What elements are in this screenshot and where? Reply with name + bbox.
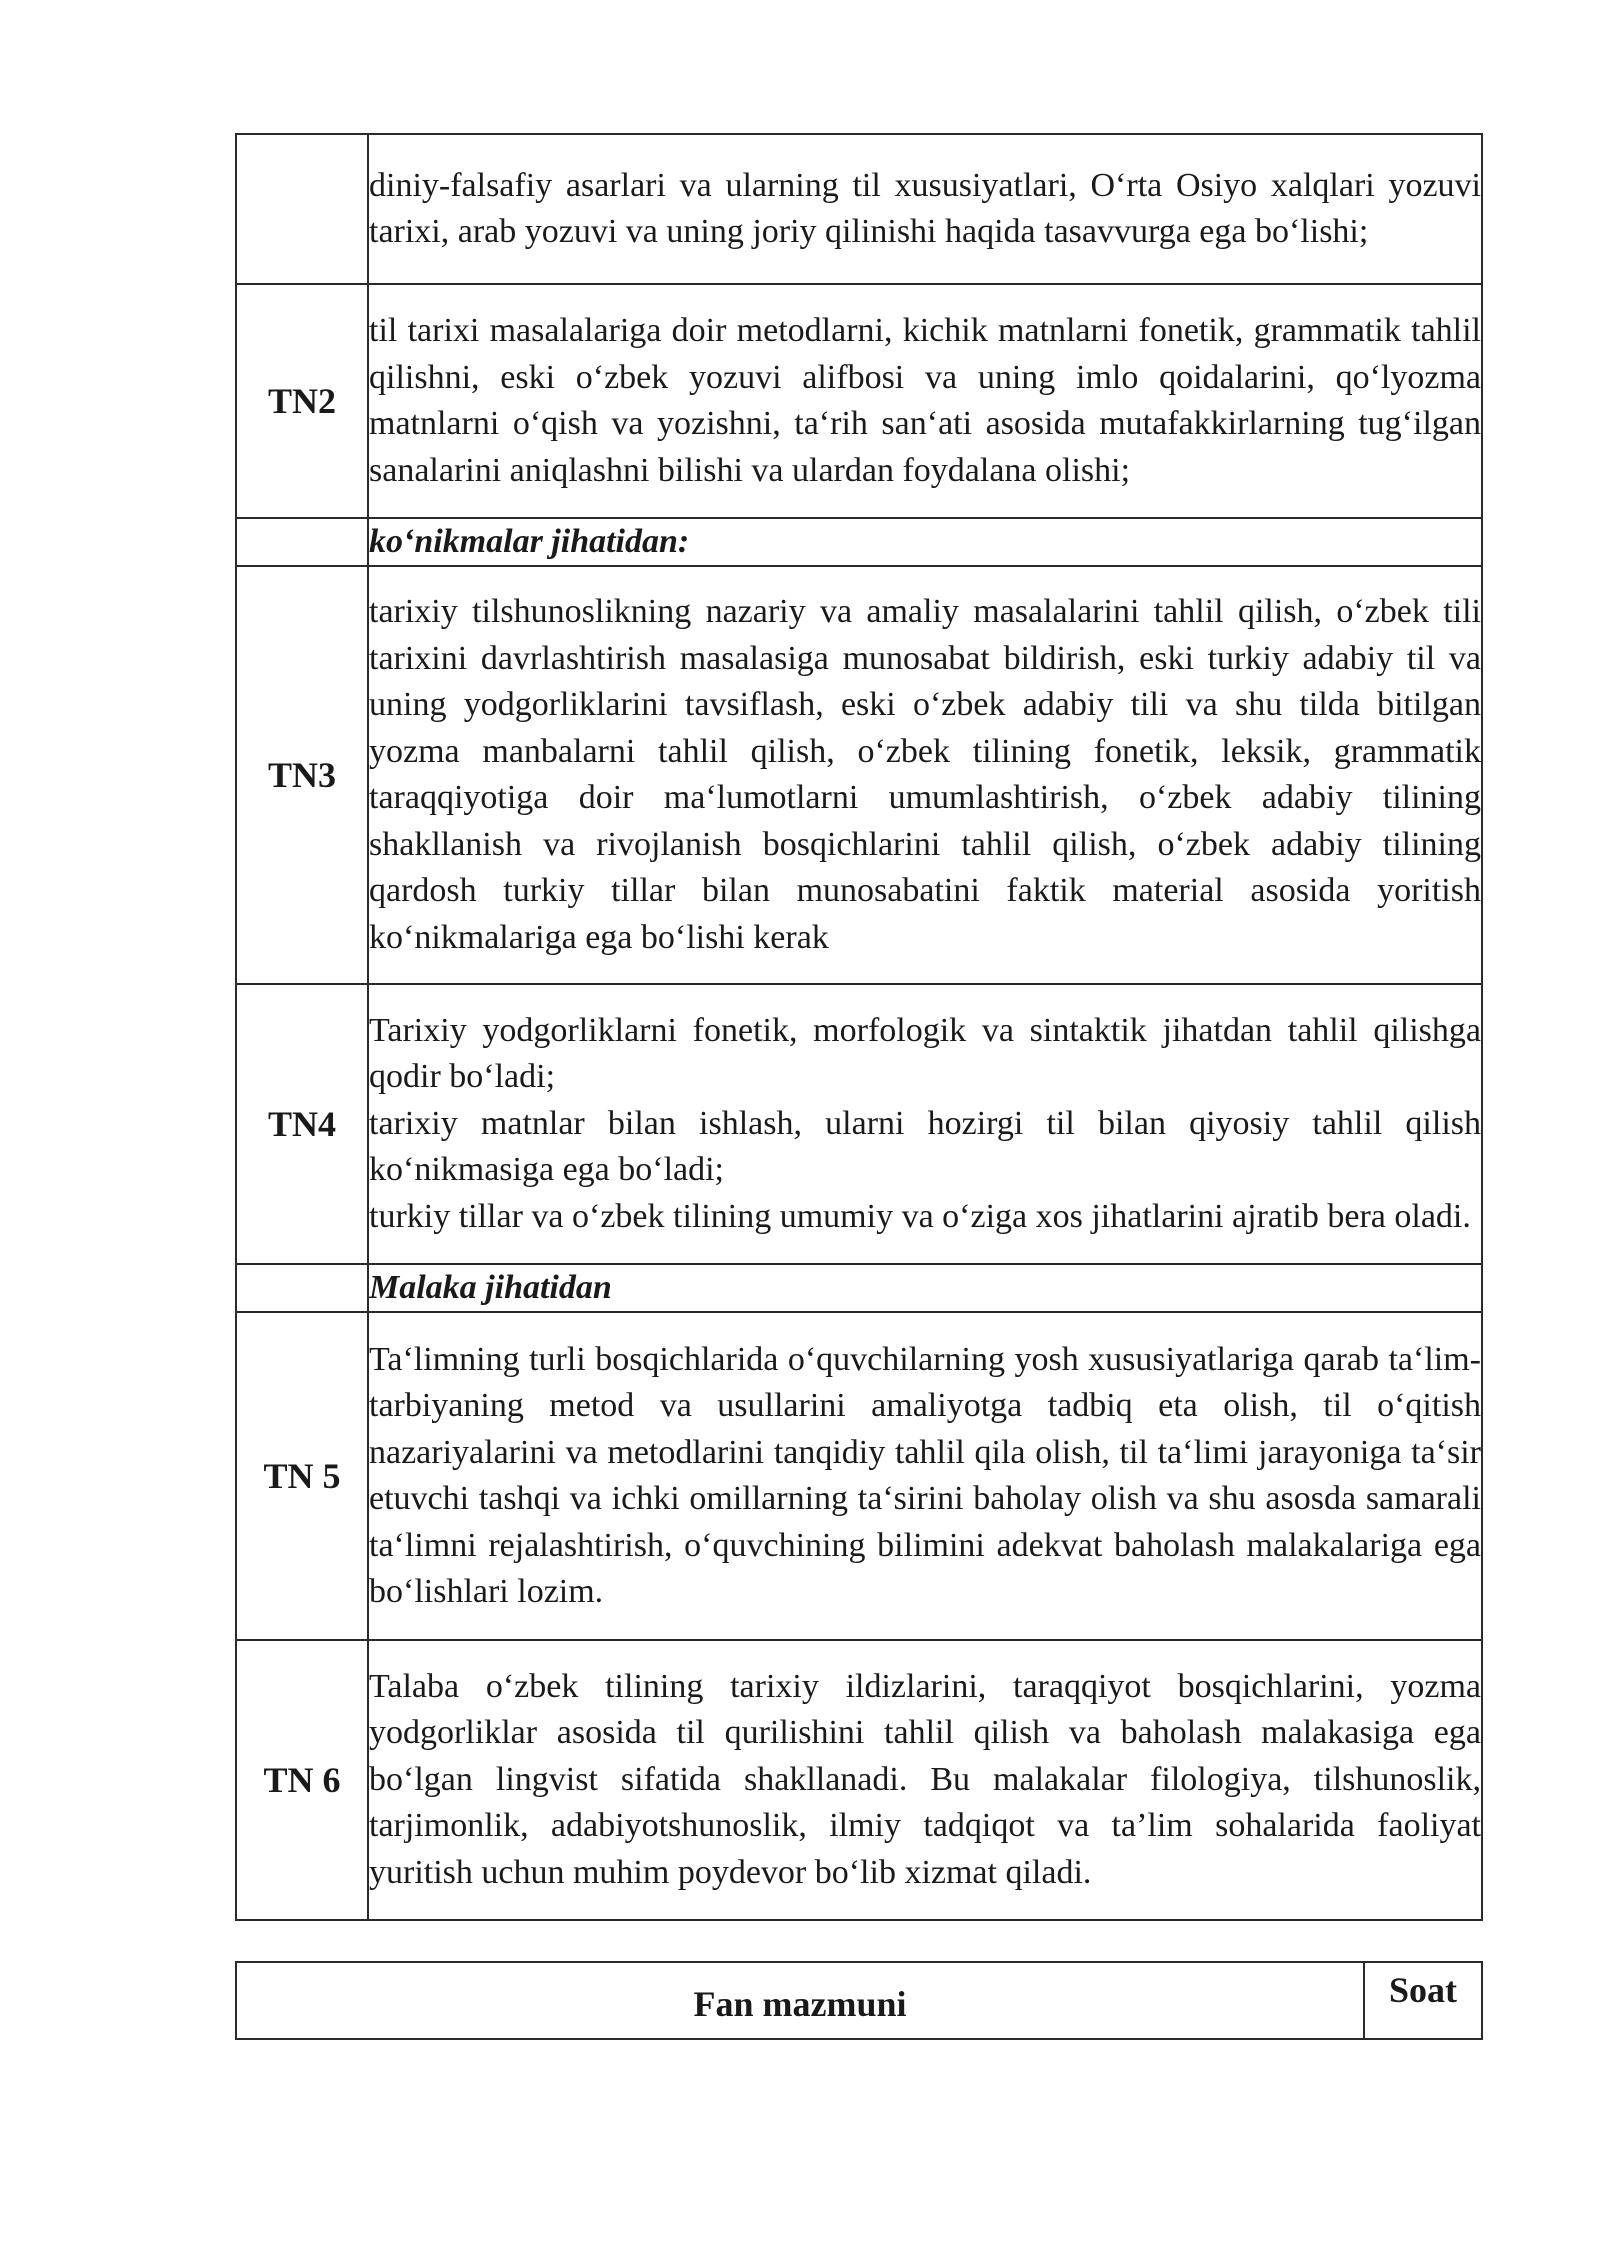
outcome-paragraph: diniy-falsafiy asarlari va ularning til xususiyatlari, O‘rta Osiyo xalqlari yozuvi tarixi, arab yozuvi va uning joriy qilinishi haqida tasavvurga ega bo‘lishi; xyxy=(369,166,1481,250)
outcome-paragraph: til tarixi masalalariga doir metodlarni, kichik matnlarni fonetik, grammatik tahlil qilishni, eski o‘zbek yozuvi alifbosi va uning imlo qoidalarini, qo‘lyozma matnlarni o‘qish va yozishni, ta‘rih san‘ati asosida mutafakkirlarning tug‘ilgan sanalarini aniqlashni bilishi va ulardan foydalana olishi; xyxy=(369,312,1481,489)
outcome-description xyxy=(368,134,1482,284)
table-row xyxy=(236,1312,1482,1640)
hours-column-header: Soat xyxy=(1364,1962,1482,2039)
outcome-code: TN 6 xyxy=(236,1640,368,1920)
outcome-code xyxy=(236,518,368,566)
outcome-paragraph: Talaba o‘zbek tilining tarixiy ildizlarini, taraqqiyot bosqichlarini, yozma yodgorliklar asosida til qurilishini tahlil qilish va baholash malakasiga ega bo‘lgan lingvist sifatida shakllanadi. Bu malakalar filologiya, tilshunoslik, tarjimonlik, adabiyotshunoslik, ilmiy tadqiqot va ta’lim sohalarida faoliyat yuritish uchun muhim poydevor bo‘lib xizmat qiladi. xyxy=(369,1667,1481,1891)
section-heading: ko‘nikmalar jihatidan: xyxy=(368,518,1482,566)
outcome-paragraph: tarixiy tilshunoslikning nazariy va amaliy masalalarini tahlil qilish, o‘zbek tili tarixini davrlashtirish masalasiga munosabat bildirish, eski turkiy adabiy til va uning yodgorliklarini tavsiflash, eski o‘zbek adabiy tili va shu tilda bitilgan yozma manbalarni tahlil qilish, o‘zbek tilining fonetik, leksik, grammatik taraqqiyotiga doir ma‘lumotlarni umumlashtirish, o‘zbek adabiy tilining shakllanish va rivojlanish bosqichlarini tahlil qilish, o‘zbek adabiy tilining qardosh turkiy tillar bilan munosabatini faktik material asosida yoritish ko‘nikmalariga ega bo‘lishi kerak xyxy=(369,593,1481,956)
table-row xyxy=(236,984,1482,1264)
outcome-code xyxy=(236,134,368,284)
outcome-code: TN2 xyxy=(236,284,368,518)
learning-outcomes-table xyxy=(235,133,1483,1921)
outcome-description xyxy=(368,1312,1482,1640)
table-row xyxy=(236,1640,1482,1920)
outcome-description xyxy=(368,284,1482,518)
course-content-table xyxy=(235,1961,1483,2040)
table-row xyxy=(236,1264,1482,1312)
outcome-code: TN 5 xyxy=(236,1312,368,1640)
table-row xyxy=(236,566,1482,984)
table-row xyxy=(236,284,1482,518)
outcome-code: TN3 xyxy=(236,566,368,984)
outcome-paragraph: Tarixiy yodgorliklarni fonetik, morfologik va sintaktik jihatdan tahlil qilishga qodir bo‘ladi; xyxy=(369,1011,1481,1096)
outcome-code: TN4 xyxy=(236,984,368,1264)
outcome-description xyxy=(368,984,1482,1264)
table-row xyxy=(236,134,1482,284)
outcome-description xyxy=(368,1640,1482,1920)
outcome-paragraph: Ta‘limning turli bosqichlarida o‘quvchilarning yosh xususiyatlariga qarab ta‘lim-tarbiyaning metod va usullarini amaliyotga tadbiq eta olish, til o‘qitish nazariyalarini va metodlarini tanqidiy tahlil qila olish, til ta‘limi jarayoniga ta‘sir etuvchi tashqi va ichki omillarning ta‘sirini baholay olish va shu asosda samarali ta‘limni rejalashtirish, o‘quvchining bilimini adekvat baholash malakalariga ega bo‘lishlari lozim. xyxy=(369,1340,1481,1610)
outcome-code xyxy=(236,1264,368,1312)
outcome-paragraph: tarixiy matnlar bilan ishlash, ularni hozirgi til bilan qiyosiy tahlil qilish ko‘nikmasiga ega bo‘ladi; xyxy=(369,1104,1481,1189)
outcome-description xyxy=(368,566,1482,984)
table-row xyxy=(236,518,1482,566)
table-header-row xyxy=(236,1962,1482,2039)
section-heading: Malaka jihatidan xyxy=(368,1264,1482,1312)
content-column-header: Fan mazmuni xyxy=(236,1962,1364,2039)
outcome-paragraph: turkiy tillar va o‘zbek tilining umumiy va o‘ziga xos jihatlarini ajratib bera oladi. xyxy=(369,1197,1471,1235)
